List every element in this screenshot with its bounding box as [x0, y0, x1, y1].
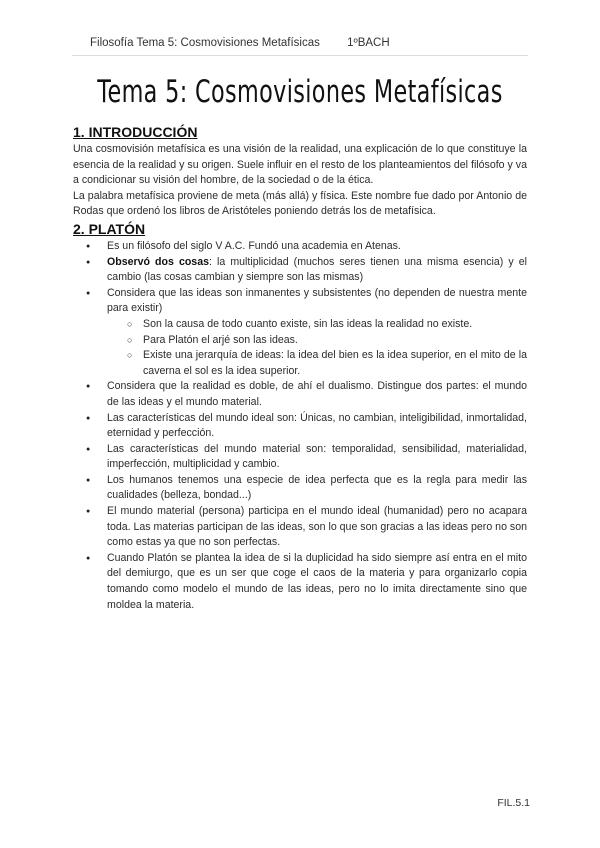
page-number: FIL.5.1: [497, 797, 530, 809]
list-item: ● Las características del mundo material son: temporalidad, sensibilidad, materialidad, imperfección, multiplicidad y cambio.: [73, 442, 527, 473]
document-body: [73, 123, 527, 613]
sub-list-item: ○ Para Platón el arjé son las ideas.: [107, 333, 527, 349]
section-heading-introduccion: 1. INTRODUCCIÓN: [73, 124, 198, 140]
bold-phrase: Observó dos cosas: [107, 255, 209, 268]
list-item: [73, 255, 527, 286]
list-item: ● Cuando Platón se plantea la idea de si la duplicidad ha sido siempre así entra en el mito del demiurgo, que es un ser que coge el caos de la materia y para organizarlo copia tomando como modelo el mundo de las ideas, pero no lo imita directamente sino que moldea la materia.: [73, 551, 527, 613]
intro-paragraph-1: Una cosmovisión metafísica es una visión de la realidad, una explicación de lo que constituye la esencia de la realidad y su origen. Suele influir en el resto de los planteamientos del filósofo y va a condicionar su visión del hombre, de la sociedad o de la ética.: [73, 143, 527, 187]
list-item: ● Los humanos tenemos una especie de idea perfecta que es la regla para medir las cualidades (belleza, bondad...): [73, 473, 527, 504]
list-item: ● Es un filósofo del siglo V A.C. Fundó una academia en Atenas.: [73, 239, 527, 255]
list-item: ● El mundo material (persona) participa en el mundo ideal (humanidad) pero no acapara toda. Las materias participan de las ideas, son lo que son gracias a las ideas pero no son como estas ya que no son perfectas.: [73, 504, 527, 551]
intro-paragraph-2: La palabra metafísica proviene de meta (más allá) y física. Este nombre fue dado por Antonio de Rodas que ordenó los libros de Aristóteles poniendo detrás los de metafísica.: [73, 189, 527, 218]
document-title: Tema 5: Cosmovisiones Metafísicas: [97, 74, 503, 110]
section-heading-platon: 2. PLATÓN: [73, 220, 146, 237]
header-divider: [72, 55, 528, 56]
platon-bullet-list: [73, 239, 527, 613]
header-subject: Filosofía Tema 5: Cosmovisiones Metafísicas: [90, 37, 320, 49]
list-item-text: : la multiplicidad (muchos seres tienen una misma esencia) y el cambio (las cosas cambian y siempre son las mismas): [107, 255, 527, 284]
sub-list-item: ○ Existe una jerarquía de ideas: la idea del bien es la idea superior, en el mito de la caverna el sol es la idea superior.: [107, 348, 527, 379]
list-item: ● Considera que la realidad es doble, de ahí el dualismo. Distingue dos partes: el mundo de las ideas y el mundo material.: [73, 379, 527, 410]
sub-bullet-list: [107, 317, 527, 379]
list-item: [73, 286, 527, 380]
sub-list-item: ○ Son la causa de todo cuanto existe, sin las ideas la realidad no existe.: [107, 317, 527, 333]
list-item-text: Considera que las ideas son inmanentes y subsistentes (no dependen de nuestra mente para existir): [107, 286, 527, 315]
header-course: 1ºBACH: [347, 37, 390, 49]
page-header: [90, 37, 390, 49]
list-item: ● Las características del mundo ideal son: Únicas, no cambian, inteligibilidad, inmortalidad, eternidad y perfección.: [73, 411, 527, 442]
